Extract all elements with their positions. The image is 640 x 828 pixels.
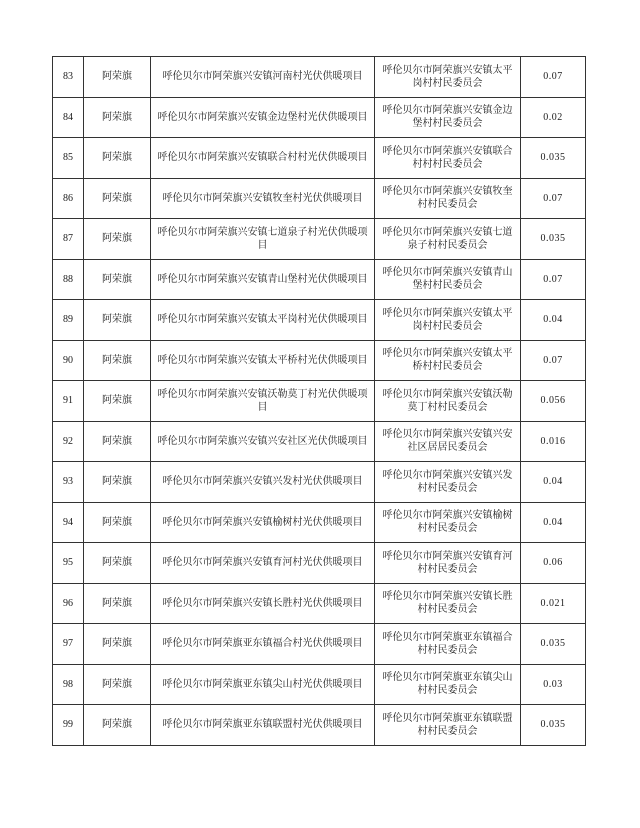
value-cell: 0.02 [521,97,586,138]
committee-name-cell: 呼伦贝尔市阿荣旗兴安镇青山堡村村民委员会 [375,259,521,300]
banner-name-cell: 阿荣旗 [84,462,151,503]
committee-name-cell: 呼伦贝尔市阿荣旗兴安镇沃勒莫丁村村民委员会 [375,381,521,422]
banner-name-cell: 阿荣旗 [84,259,151,300]
project-name-cell: 呼伦贝尔市阿荣旗兴安镇太平岗村光伏供暖项目 [151,300,375,341]
project-name-cell: 呼伦贝尔市阿荣旗兴安镇兴安社区光伏供暖项目 [151,421,375,462]
value-cell: 0.07 [521,57,586,98]
row-number-cell: 85 [53,138,84,179]
banner-name-cell: 阿荣旗 [84,502,151,543]
table-row [53,219,586,260]
project-name-cell: 呼伦贝尔市阿荣旗亚东镇联盟村光伏供暖项目 [151,705,375,746]
value-cell: 0.03 [521,664,586,705]
project-name-cell: 呼伦贝尔市阿荣旗兴安镇育河村光伏供暖项目 [151,543,375,584]
project-name-cell: 呼伦贝尔市阿荣旗兴安镇太平桥村光伏供暖项目 [151,340,375,381]
committee-name-cell: 呼伦贝尔市阿荣旗亚东镇福合村村民委员会 [375,624,521,665]
project-name-cell: 呼伦贝尔市阿荣旗亚东镇尖山村光伏供暖项目 [151,664,375,705]
banner-name-cell: 阿荣旗 [84,624,151,665]
banner-name-cell: 阿荣旗 [84,138,151,179]
committee-name-cell: 呼伦贝尔市阿荣旗兴安镇金边堡村村民委员会 [375,97,521,138]
committee-name-cell: 呼伦贝尔市阿荣旗兴安镇长胜村村民委员会 [375,583,521,624]
table-row [53,624,586,665]
banner-name-cell: 阿荣旗 [84,583,151,624]
banner-name-cell: 阿荣旗 [84,421,151,462]
row-number-cell: 90 [53,340,84,381]
row-number-cell: 83 [53,57,84,98]
project-name-cell: 呼伦贝尔市阿荣旗兴安镇七道泉子村光伏供暖项目 [151,219,375,260]
banner-name-cell: 阿荣旗 [84,664,151,705]
committee-name-cell: 呼伦贝尔市阿荣旗兴安镇兴发村村民委员会 [375,462,521,503]
table-row [53,502,586,543]
value-cell: 0.07 [521,340,586,381]
project-name-cell: 呼伦贝尔市阿荣旗兴安镇河南村光伏供暖项目 [151,57,375,98]
row-number-cell: 99 [53,705,84,746]
project-table [52,56,586,746]
project-name-cell: 呼伦贝尔市阿荣旗兴安镇金边堡村光伏供暖项目 [151,97,375,138]
committee-name-cell: 呼伦贝尔市阿荣旗兴安镇兴安社区居居民委员会 [375,421,521,462]
project-name-cell: 呼伦贝尔市阿荣旗兴安镇沃勒莫丁村光伏供暖项目 [151,381,375,422]
committee-name-cell: 呼伦贝尔市阿荣旗兴安镇太平桥村村民委员会 [375,340,521,381]
project-name-cell: 呼伦贝尔市阿荣旗亚东镇福合村光伏供暖项目 [151,624,375,665]
value-cell: 0.07 [521,259,586,300]
committee-name-cell: 呼伦贝尔市阿荣旗兴安镇榆树村村民委员会 [375,502,521,543]
committee-name-cell: 呼伦贝尔市阿荣旗兴安镇太平岗村村民委员会 [375,57,521,98]
row-number-cell: 98 [53,664,84,705]
row-number-cell: 95 [53,543,84,584]
value-cell: 0.035 [521,624,586,665]
row-number-cell: 86 [53,178,84,219]
table-row [53,543,586,584]
committee-name-cell: 呼伦贝尔市阿荣旗兴安镇七道泉子村村民委员会 [375,219,521,260]
table-row [53,178,586,219]
banner-name-cell: 阿荣旗 [84,705,151,746]
committee-name-cell: 呼伦贝尔市阿荣旗兴安镇牧奎村村民委员会 [375,178,521,219]
row-number-cell: 97 [53,624,84,665]
committee-name-cell: 呼伦贝尔市阿荣旗兴安镇联合村村村民委员会 [375,138,521,179]
banner-name-cell: 阿荣旗 [84,219,151,260]
table-row [53,462,586,503]
committee-name-cell: 呼伦贝尔市阿荣旗兴安镇太平岗村村民委员会 [375,300,521,341]
value-cell: 0.056 [521,381,586,422]
row-number-cell: 89 [53,300,84,341]
project-name-cell: 呼伦贝尔市阿荣旗兴安镇榆树村光伏供暖项目 [151,502,375,543]
banner-name-cell: 阿荣旗 [84,381,151,422]
project-name-cell: 呼伦贝尔市阿荣旗兴安镇牧奎村光伏供暖项目 [151,178,375,219]
banner-name-cell: 阿荣旗 [84,543,151,584]
value-cell: 0.016 [521,421,586,462]
table-row [53,583,586,624]
row-number-cell: 93 [53,462,84,503]
committee-name-cell: 呼伦贝尔市阿荣旗亚东镇联盟村村民委员会 [375,705,521,746]
table-row [53,300,586,341]
project-name-cell: 呼伦贝尔市阿荣旗兴安镇长胜村光伏供暖项目 [151,583,375,624]
row-number-cell: 87 [53,219,84,260]
row-number-cell: 88 [53,259,84,300]
table-row [53,705,586,746]
row-number-cell: 94 [53,502,84,543]
value-cell: 0.06 [521,543,586,584]
table-row [53,381,586,422]
value-cell: 0.035 [521,219,586,260]
banner-name-cell: 阿荣旗 [84,178,151,219]
committee-name-cell: 呼伦贝尔市阿荣旗亚东镇尖山村村民委员会 [375,664,521,705]
value-cell: 0.04 [521,502,586,543]
banner-name-cell: 阿荣旗 [84,340,151,381]
project-table-body [53,57,586,746]
banner-name-cell: 阿荣旗 [84,57,151,98]
value-cell: 0.021 [521,583,586,624]
project-name-cell: 呼伦贝尔市阿荣旗兴安镇青山堡村光伏供暖项目 [151,259,375,300]
table-row [53,340,586,381]
committee-name-cell: 呼伦贝尔市阿荣旗兴安镇育河村村民委员会 [375,543,521,584]
table-row [53,97,586,138]
table-row [53,57,586,98]
value-cell: 0.04 [521,462,586,503]
row-number-cell: 84 [53,97,84,138]
value-cell: 0.035 [521,138,586,179]
table-row [53,664,586,705]
project-name-cell: 呼伦贝尔市阿荣旗兴安镇兴发村光伏供暖项目 [151,462,375,503]
value-cell: 0.04 [521,300,586,341]
banner-name-cell: 阿荣旗 [84,300,151,341]
table-row [53,259,586,300]
row-number-cell: 91 [53,381,84,422]
table-row [53,138,586,179]
table-row [53,421,586,462]
project-name-cell: 呼伦贝尔市阿荣旗兴安镇联合村村光伏供暖项目 [151,138,375,179]
row-number-cell: 92 [53,421,84,462]
value-cell: 0.035 [521,705,586,746]
row-number-cell: 96 [53,583,84,624]
value-cell: 0.07 [521,178,586,219]
banner-name-cell: 阿荣旗 [84,97,151,138]
